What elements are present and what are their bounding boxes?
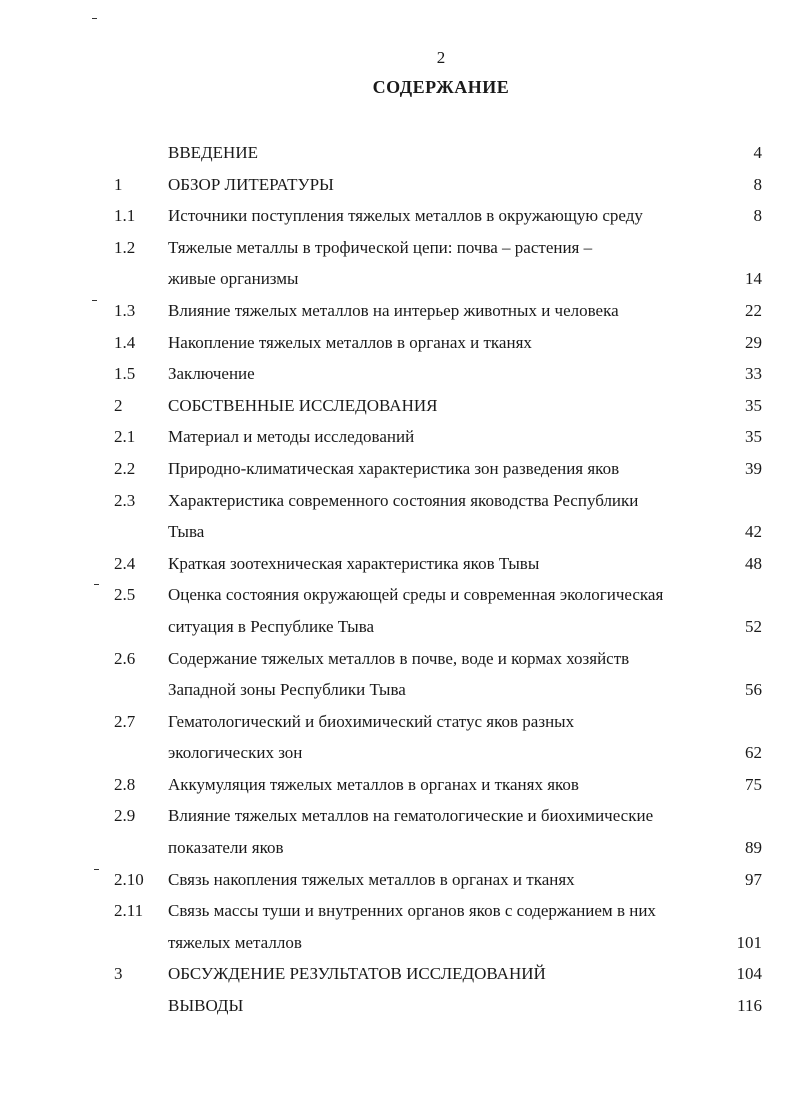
page-title: СОДЕРЖАНИЕ (372, 77, 510, 97)
toc-entry-title: ВВЕДЕНИЕ (168, 143, 258, 162)
toc-entry-page: 22 (745, 300, 762, 320)
toc-entry-title: показатели яков (168, 838, 284, 858)
toc-entry-page: 101 (736, 932, 762, 952)
toc-entry[interactable] (0, 200, 796, 232)
page-number: 2 (436, 48, 446, 67)
toc-entry-number: 2.4 (114, 553, 136, 573)
toc-entry-page: 48 (745, 553, 762, 573)
toc-entry-page: 116 (737, 996, 762, 1016)
toc-entry-title: ВЫВОДЫ (168, 996, 244, 1016)
toc-entry-page: 14 (745, 269, 762, 289)
toc-entry[interactable] (0, 295, 796, 327)
toc-entry-number: 2.8 (114, 774, 136, 794)
table-of-contents (0, 137, 796, 1022)
toc-entry-number: 2.1 (114, 427, 136, 447)
toc-entry-title: живые организмы (168, 269, 299, 289)
toc-entry-page: 97 (745, 869, 762, 889)
toc-entry-number: 2.2 (114, 458, 136, 478)
toc-entry-page: 104 (736, 964, 762, 984)
toc-entry[interactable] (0, 895, 796, 927)
toc-entry-number: 2.6 (114, 648, 136, 668)
toc-entry-page: 39 (745, 458, 762, 478)
toc-entry[interactable] (0, 611, 796, 643)
toc-entry-number: 1 (114, 174, 123, 194)
toc-entry[interactable] (0, 263, 796, 295)
toc-entry-page: 29 (745, 332, 762, 352)
toc-entry-page: 4 (753, 143, 762, 162)
toc-entry[interactable] (0, 958, 796, 990)
toc-entry[interactable] (0, 800, 796, 832)
toc-entry[interactable] (0, 232, 796, 264)
toc-entry-number: 1.1 (114, 206, 136, 226)
toc-entry[interactable] (0, 579, 796, 611)
toc-entry[interactable] (0, 674, 796, 706)
toc-entry[interactable] (0, 358, 796, 390)
toc-entry-title: Краткая зоотехническая характеристика яков Тывы (168, 553, 540, 573)
toc-entry-page: 33 (745, 364, 762, 384)
toc-entry-number: 1.4 (114, 332, 136, 352)
toc-entry-page: 52 (745, 616, 762, 636)
toc-entry-title: Тыва (168, 522, 205, 542)
toc-entry-page: 56 (745, 680, 762, 700)
toc-entry[interactable] (0, 327, 796, 359)
toc-entry-title: Связь массы туши и внутренних органов яков с содержанием в них (168, 901, 656, 921)
toc-entry[interactable] (0, 769, 796, 801)
toc-entry-number: 2 (114, 395, 123, 415)
toc-entry-title: Материал и методы исследований (168, 427, 415, 447)
toc-entry-title: ОБЗОР ЛИТЕРАТУРЫ (168, 174, 334, 194)
toc-entry-page: 89 (745, 838, 762, 858)
toc-entry-title: ОБСУЖДЕНИЕ РЕЗУЛЬТАТОВ ИССЛЕДОВАНИЙ (168, 964, 546, 984)
toc-entry-title: Источники поступления тяжелых металлов в окружающую среду (168, 206, 643, 226)
toc-entry-number: 1.3 (114, 300, 136, 320)
toc-entry[interactable] (0, 864, 796, 896)
toc-entry-title: Заключение (168, 364, 255, 384)
toc-entry[interactable] (0, 990, 796, 1022)
toc-entry-page: 35 (745, 427, 762, 447)
toc-entry-page: 62 (745, 743, 762, 763)
toc-entry[interactable] (0, 137, 796, 169)
toc-entry-number: 2.10 (114, 869, 144, 889)
toc-entry[interactable] (0, 485, 796, 517)
toc-entry-title: Оценка состояния окружающей среды и современная экологическая (168, 585, 664, 605)
toc-entry-number: 2.9 (114, 806, 136, 826)
toc-entry-page: 42 (745, 522, 762, 542)
toc-entry-title: Влияние тяжелых металлов на гематологические и биохимические (168, 806, 654, 826)
toc-entry[interactable] (0, 706, 796, 738)
toc-entry-page: 8 (753, 206, 762, 226)
toc-entry-title: Аккумуляция тяжелых металлов в органах и тканях яков (168, 774, 579, 794)
toc-entry-page: 35 (745, 395, 762, 415)
toc-entry-page: 8 (753, 174, 762, 194)
toc-entry[interactable] (0, 169, 796, 201)
toc-entry-number: 1.2 (114, 237, 136, 257)
toc-entry[interactable] (0, 421, 796, 453)
toc-entry-number: 2.3 (114, 490, 136, 510)
toc-entry-title: Характеристика современного состояния яководства Республики (168, 490, 639, 510)
toc-entry-title: Гематологический и биохимический статус яков разных (168, 711, 575, 731)
toc-entry[interactable] (0, 927, 796, 959)
toc-entry-title: Связь накопления тяжелых металлов в органах и тканях (168, 869, 575, 889)
toc-entry-number: 1.5 (114, 364, 136, 384)
toc-entry-title: тяжелых металлов (168, 932, 302, 952)
toc-entry-title: экологических зон (168, 743, 303, 763)
scan-mark (92, 18, 97, 19)
toc-entry[interactable] (0, 516, 796, 548)
toc-entry-number: 3 (114, 964, 123, 984)
toc-entry-title: Западной зоны Республики Тыва (168, 680, 406, 700)
toc-entry-number: 2.11 (114, 901, 144, 921)
toc-entry-title: Тяжелые металлы в трофической цепи: почва – растения – (168, 237, 593, 257)
toc-entry-number: 2.7 (114, 711, 136, 731)
toc-entry-page: 75 (745, 774, 762, 794)
toc-entry[interactable] (0, 737, 796, 769)
toc-entry-title: Природно-климатическая характеристика зон разведения яков (168, 458, 620, 478)
toc-entry[interactable] (0, 390, 796, 422)
toc-entry-title: ситуация в Республике Тыва (168, 616, 375, 636)
toc-entry[interactable] (0, 832, 796, 864)
toc-entry[interactable] (0, 643, 796, 675)
toc-entry-number: 2.5 (114, 585, 136, 605)
toc-entry-title: Влияние тяжелых металлов на интерьер животных и человека (168, 300, 619, 320)
toc-entry[interactable] (0, 453, 796, 485)
toc-entry-title: Накопление тяжелых металлов в органах и тканях (168, 332, 532, 352)
toc-entry-title: СОБСТВЕННЫЕ ИССЛЕДОВАНИЯ (168, 395, 438, 415)
toc-entry[interactable] (0, 548, 796, 580)
toc-entry-title: Содержание тяжелых металлов в почве, воде и кормах хозяйств (168, 648, 630, 668)
